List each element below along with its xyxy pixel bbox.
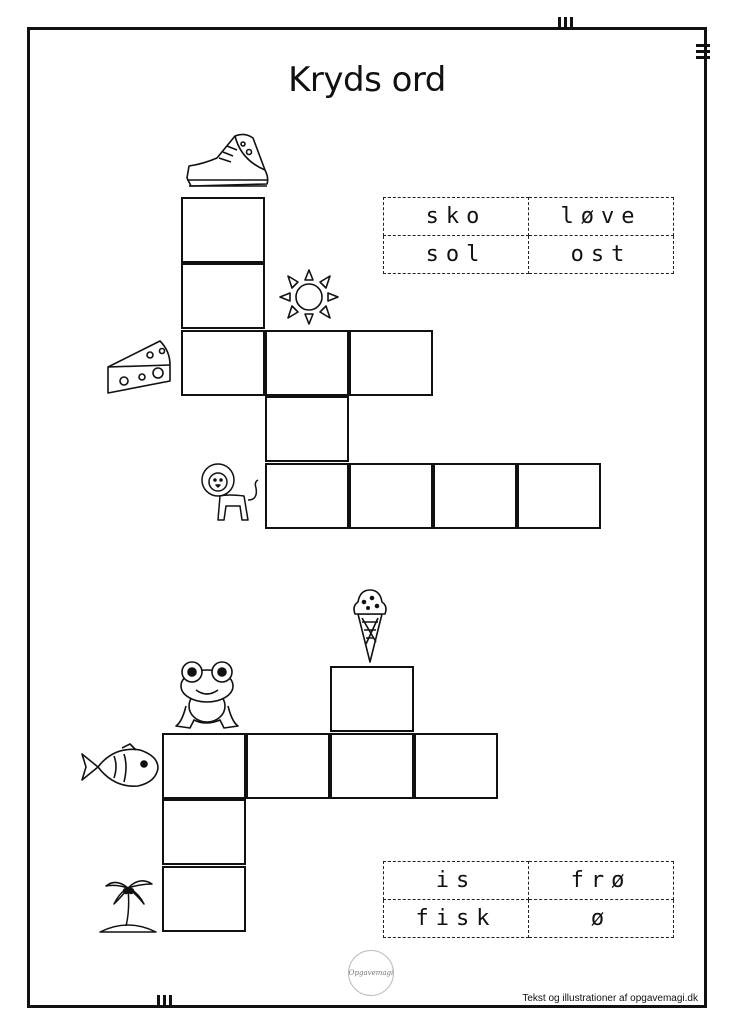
border-mark (163, 995, 166, 1008)
crossword-cell[interactable] (265, 463, 349, 529)
border-mark (558, 17, 561, 30)
crossword-cell[interactable] (181, 330, 265, 396)
crossword-cell[interactable] (181, 197, 265, 263)
cheese-icon (104, 337, 174, 397)
island-icon (96, 874, 160, 936)
brand-logo (348, 950, 394, 996)
word-bank-word: frø (529, 862, 674, 900)
word-bank-word: fisk (384, 900, 529, 938)
border-mark (570, 17, 573, 30)
crossword-cell[interactable] (517, 463, 601, 529)
word-bank-word: ø (529, 900, 674, 938)
border-mark (696, 50, 710, 53)
crossword-cell[interactable] (181, 263, 265, 329)
crossword-cell[interactable] (265, 396, 349, 462)
crossword-cell[interactable] (246, 733, 330, 799)
word-bank-word: sko (384, 198, 529, 236)
sun-icon (276, 266, 342, 328)
border-mark (169, 995, 172, 1008)
footer-credit: Tekst og illustrationer af opgavemagi.dk (522, 993, 698, 1004)
word-bank-word: ost (529, 236, 674, 274)
crossword-cell[interactable] (433, 463, 517, 529)
border-mark (564, 17, 567, 30)
word-bank-word: sol (384, 236, 529, 274)
crossword-cell[interactable] (349, 463, 433, 529)
crossword-cell[interactable] (414, 733, 498, 799)
crossword-cell[interactable] (330, 733, 414, 799)
shoe-icon (183, 130, 273, 196)
crossword-cell[interactable] (162, 733, 246, 799)
ice-cream-icon (350, 586, 390, 664)
page-title: Kryds ord (288, 60, 446, 100)
crossword-cell[interactable] (349, 330, 433, 396)
word-bank-bottom (383, 861, 674, 938)
word-bank-word: løve (529, 198, 674, 236)
border-mark (157, 995, 160, 1008)
border-mark (696, 56, 710, 59)
word-bank-top (383, 197, 674, 274)
frog-icon (172, 656, 242, 732)
fish-icon (78, 742, 160, 792)
lion-icon (198, 460, 264, 526)
brand-logo-text: Opgavemagi (348, 969, 394, 977)
crossword-cell[interactable] (330, 666, 414, 732)
crossword-cell[interactable] (162, 866, 246, 932)
crossword-cell[interactable] (265, 330, 349, 396)
crossword-cell[interactable] (162, 799, 246, 865)
word-bank-word: is (384, 862, 529, 900)
border-mark (696, 44, 710, 47)
